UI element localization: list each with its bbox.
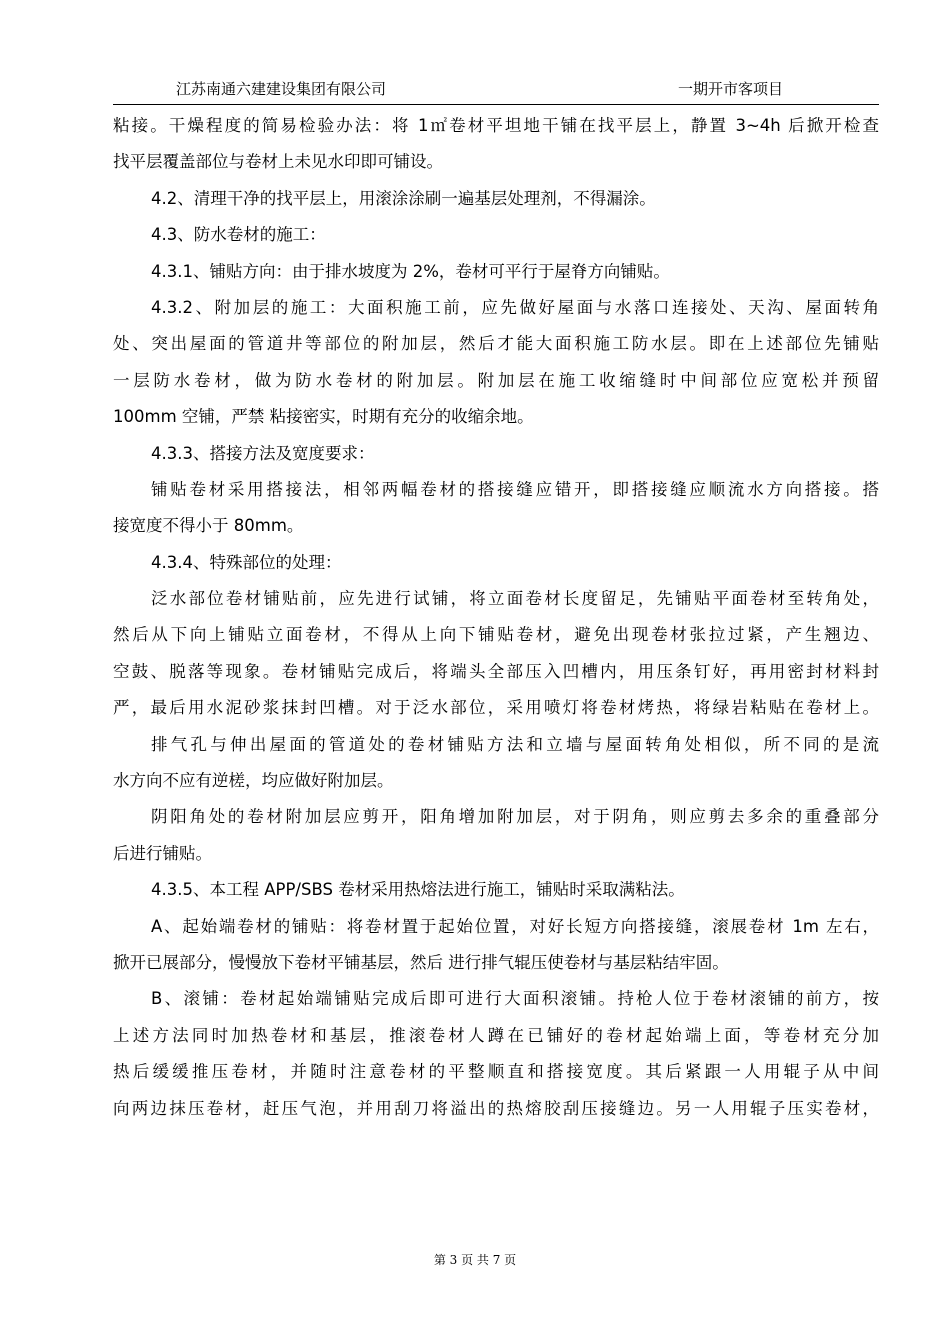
text-line: 掀开已展部分，慢慢放下卷材平铺基层，然后 进行排气辊压使卷材与基层粘结牢固。 bbox=[113, 952, 729, 972]
text-line: 4.3.4、特殊部位的处理： bbox=[151, 552, 342, 572]
text-line: 然后从下向上铺贴立面卷材，不得从上向下铺贴卷材，避免出现卷材张拉过紧，产生翘边、 bbox=[113, 625, 879, 645]
text-line: 4.3.5、本工程 APP/SBS 卷材采用热熔法进行施工，铺贴时采取满粘法。 bbox=[151, 880, 685, 900]
header-rule bbox=[113, 104, 879, 105]
text-line: 4.2、清理干净的找平层上，用滚涂涂刷一遍基层处理剂，不得漏涂。 bbox=[151, 188, 656, 208]
text-line: 4.3.3、搭接方法及宽度要求： bbox=[151, 443, 375, 463]
text-line: 排气孔与伸出屋面的管道处的卷材铺贴方法和立墙与屋面转角处相似，所不同的是流 bbox=[151, 734, 879, 754]
text-line: 泛水部位卷材铺贴前，应先进行试铺，将立面卷材长度留足，先铺贴平面卷材至转角处， bbox=[151, 589, 879, 609]
text-line: 找平层覆盖部位与卷材上未见水印即可铺设。 bbox=[113, 152, 443, 172]
text-line: 严，最后用水泥砂浆抹封凹槽。对于泛水部位，采用喷灯将卷材烤热，将绿岩粘贴在卷材上。 bbox=[113, 698, 879, 718]
page-footer: 第 3 页 共 7 页 bbox=[433, 1253, 517, 1267]
header-company: 江苏南通六建建设集团有限公司 bbox=[176, 80, 387, 98]
text-line: 4.3.2、附加层的施工：大面积施工前，应先做好屋面与水落口连接处、天沟、屋面转角 bbox=[151, 297, 879, 317]
text-line: 粘接。干燥程度的简易检验办法：将 1㎡卷材平坦地干铺在找平层上，静置 3~4h 后掀开检查 bbox=[113, 116, 879, 135]
text-line: 阴阳角处的卷材附加层应剪开，阳角增加附加层，对于阴角，则应剪去多余的重叠部分 bbox=[151, 807, 879, 827]
text-line: 后进行铺贴。 bbox=[113, 843, 212, 863]
document-body bbox=[113, 108, 879, 1127]
text-line: 100mm 空铺，严禁 粘接密实，时期有充分的收缩余地。 bbox=[113, 407, 534, 427]
text-line: 4.3.1、铺贴方向：由于排水坡度为 2%，卷材可平行于屋脊方向铺贴。 bbox=[151, 261, 670, 281]
text-line: B、滚铺：卷材起始端铺贴完成后即可进行大面积滚铺。持枪人位于卷材滚铺的前方，按 bbox=[151, 989, 879, 1009]
text-line: 处、突出屋面的管道井等部位的附加层，然后才能大面积施工防水层。即在上述部位先铺贴 bbox=[113, 334, 879, 354]
page-header bbox=[0, 78, 950, 100]
text-line: 一层防水卷材，做为防水卷材的附加层。附加层在施工收缩缝时中间部位应宽松并预留 bbox=[113, 370, 879, 390]
text-line: 热后缓缓推压卷材，并随时注意卷材的平整顺直和搭接宽度。其后紧跟一人用辊子从中间 bbox=[113, 1062, 879, 1082]
text-line: 接宽度不得小于 80mm。 bbox=[113, 516, 304, 536]
text-line: 向两边抹压卷材，赶压气泡，并用刮刀将溢出的热熔胶刮压接缝边。另一人用辊子压实卷材， bbox=[113, 1098, 879, 1118]
text-line: 上述方法同时加热卷材和基层，推滚卷材人蹲在已铺好的卷材起始端上面，等卷材充分加 bbox=[113, 1025, 879, 1045]
text-line: A、起始端卷材的铺贴：将卷材置于起始位置，对好长短方向搭接缝，滚展卷材 1m 左右， bbox=[151, 916, 879, 936]
text-line: 4.3、防水卷材的施工： bbox=[151, 225, 326, 245]
header-project: 一期开市客项目 bbox=[678, 80, 784, 98]
text-line: 铺贴卷材采用搭接法，相邻两幅卷材的搭接缝应错开，即搭接缝应顺流水方向搭接。搭 bbox=[151, 479, 879, 499]
text-line: 水方向不应有逆槎，均应做好附加层。 bbox=[113, 771, 394, 791]
text-line: 空鼓、脱落等现象。卷材铺贴完成后，将端头全部压入凹槽内，用压条钉好，再用密封材料封 bbox=[113, 661, 879, 681]
